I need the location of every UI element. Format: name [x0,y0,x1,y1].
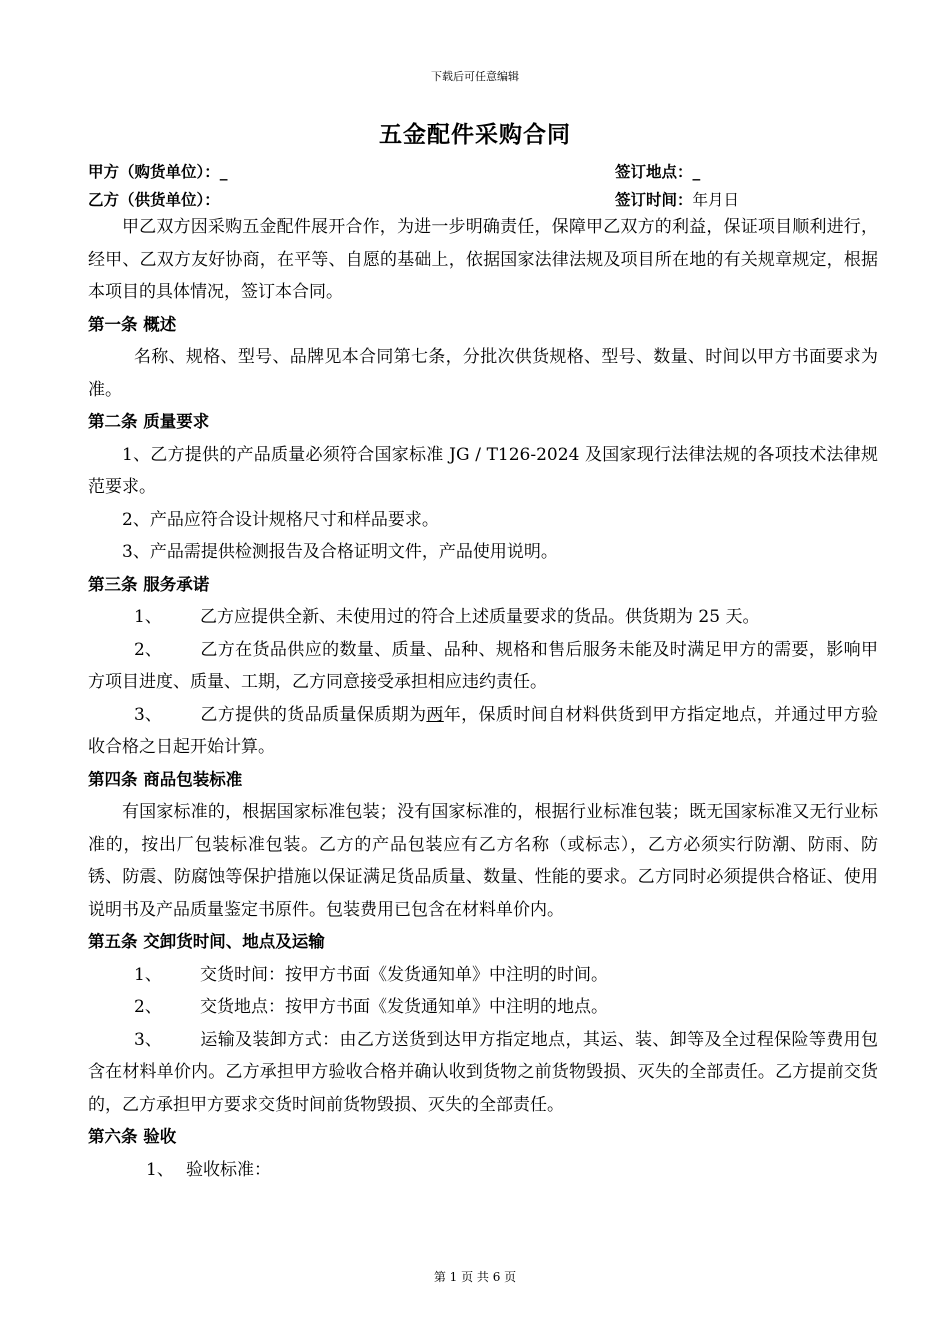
article-5-heading: 第五条 交卸货时间、地点及运输 [88,932,325,951]
warranty-years: 两 [426,704,444,725]
party-b-label: 乙方（供货单位）： [88,191,220,209]
item-text: 验收标准： [186,1159,271,1180]
sign-place-value: _ [692,163,701,181]
article-6-heading: 第六条 验收 [88,1127,177,1146]
item-text-before: 乙方提供的货品质量保质期为 [200,704,427,725]
article-5-item-1 [88,959,878,992]
item-text: 交货地点：按甲方书面《发货通知单》中注明的地点。 [200,997,608,1017]
item-text: 运输及装卸方式：由乙方送货到达甲方指定地点，其运、装、卸等及全过程保险等费用包含在材料单价内。乙方承担甲方验收合格并确认收到货物之前货物毁损、灭失的全部责任。乙方提前交货的，乙方承担甲方要求交货时间前货物毁损、灭失的全部责任。 [88,1029,878,1115]
article-3-item-1 [88,601,878,634]
sign-time-value: 年月日 [692,191,740,209]
item-text-after: 年，保质时间自材料供货到甲方指定地点，并通过甲方验收合格之日起开始计算。 [88,704,879,757]
party-a-label: 甲方（购货单位）： [88,163,220,181]
article-3-heading: 第三条 服务承诺 [88,574,210,594]
info-row-1 [88,160,878,182]
page-footer: 第 1 页 共 6 页 [433,1270,517,1284]
article-3-item-3 [88,699,878,764]
item-number: 1、 [134,964,162,985]
party-a-value: _ [219,163,228,181]
item-text: 乙方在货品供应的数量、质量、品种、规格和售后服务未能及时满足甲方的需要，影响甲方项目进度、质量、工期，乙方同意接受承担相应违约责任。 [88,639,878,692]
info-row-2 [88,188,878,210]
article-2-item-2: 2、产品应符合设计规格尺寸和样品要求。 [122,509,439,530]
item-number: 2、 [134,997,162,1017]
sign-time-label: 签订时间： [615,191,693,209]
item-number: 1、 [134,607,162,627]
contract-title: 五金配件采购合同 [379,121,571,148]
article-6-item-1 [88,1154,878,1187]
sign-time [615,188,739,210]
article-5-item-3 [88,1024,878,1122]
sign-place [615,160,700,182]
article-1-heading: 第一条 概述 [88,314,177,334]
item-number: 3、 [134,1029,162,1050]
article-4-heading: 第四条 商品包装标准 [88,769,243,789]
item-number: 3、 [134,704,162,725]
article-3-item-2 [88,634,878,699]
contract-body [88,211,878,1186]
sign-place-label: 签订地点： [615,163,693,181]
header-note: 下载后可任意编辑 [431,70,519,83]
article-2-heading: 第二条 质量要求 [88,412,210,431]
item-number: 2、 [134,639,162,660]
article-5-item-2 [88,991,878,1024]
article-2-item-3: 3、产品需提供检测报告及合格证明文件，产品使用说明。 [122,542,558,562]
item-number: 1、 [146,1159,174,1180]
intro-paragraph: 甲乙双方因采购五金配件展开合作，为进一步明确责任，保障甲乙双方的利益，保证项目顺利进行，经甲、乙双方友好协商，在平等、自愿的基础上，依据国家法律法规及项目所在地的有关规章规定，根据本项目的具体情况，签订本合同。 [88,217,878,302]
article-4-text: 有国家标准的，根据国家标准包装；没有国家标准的，根据行业标准包装；既无国家标准又无行业标准的，按出厂包装标准包装。乙方的产品包装应有乙方名称（或标志），乙方必须实行防潮、防雨、防锈、防震、防腐蚀等保护措施以保证满足货品质量、数量、性能的要求。乙方同时必须提供合格证、使用说明书及产品质量鉴定书原件。包装费用已包含在材料单价内。 [88,802,878,920]
item-text: 乙方应提供全新、未使用过的符合上述质量要求的货品。供货期为 25 天。 [200,607,760,627]
article-2-item-1: 1、乙方提供的产品质量必须符合国家标准 JG / T126-2024 及国家现行法律法规的各项技术法律规范要求。 [88,444,878,497]
article-1-text: 名称、规格、型号、品牌见本合同第七条，分批次供货规格、型号、数量、时间以甲方书面要求为准。 [88,347,878,400]
item-text: 交货时间：按甲方书面《发货通知单》中注明的时间。 [200,964,608,985]
